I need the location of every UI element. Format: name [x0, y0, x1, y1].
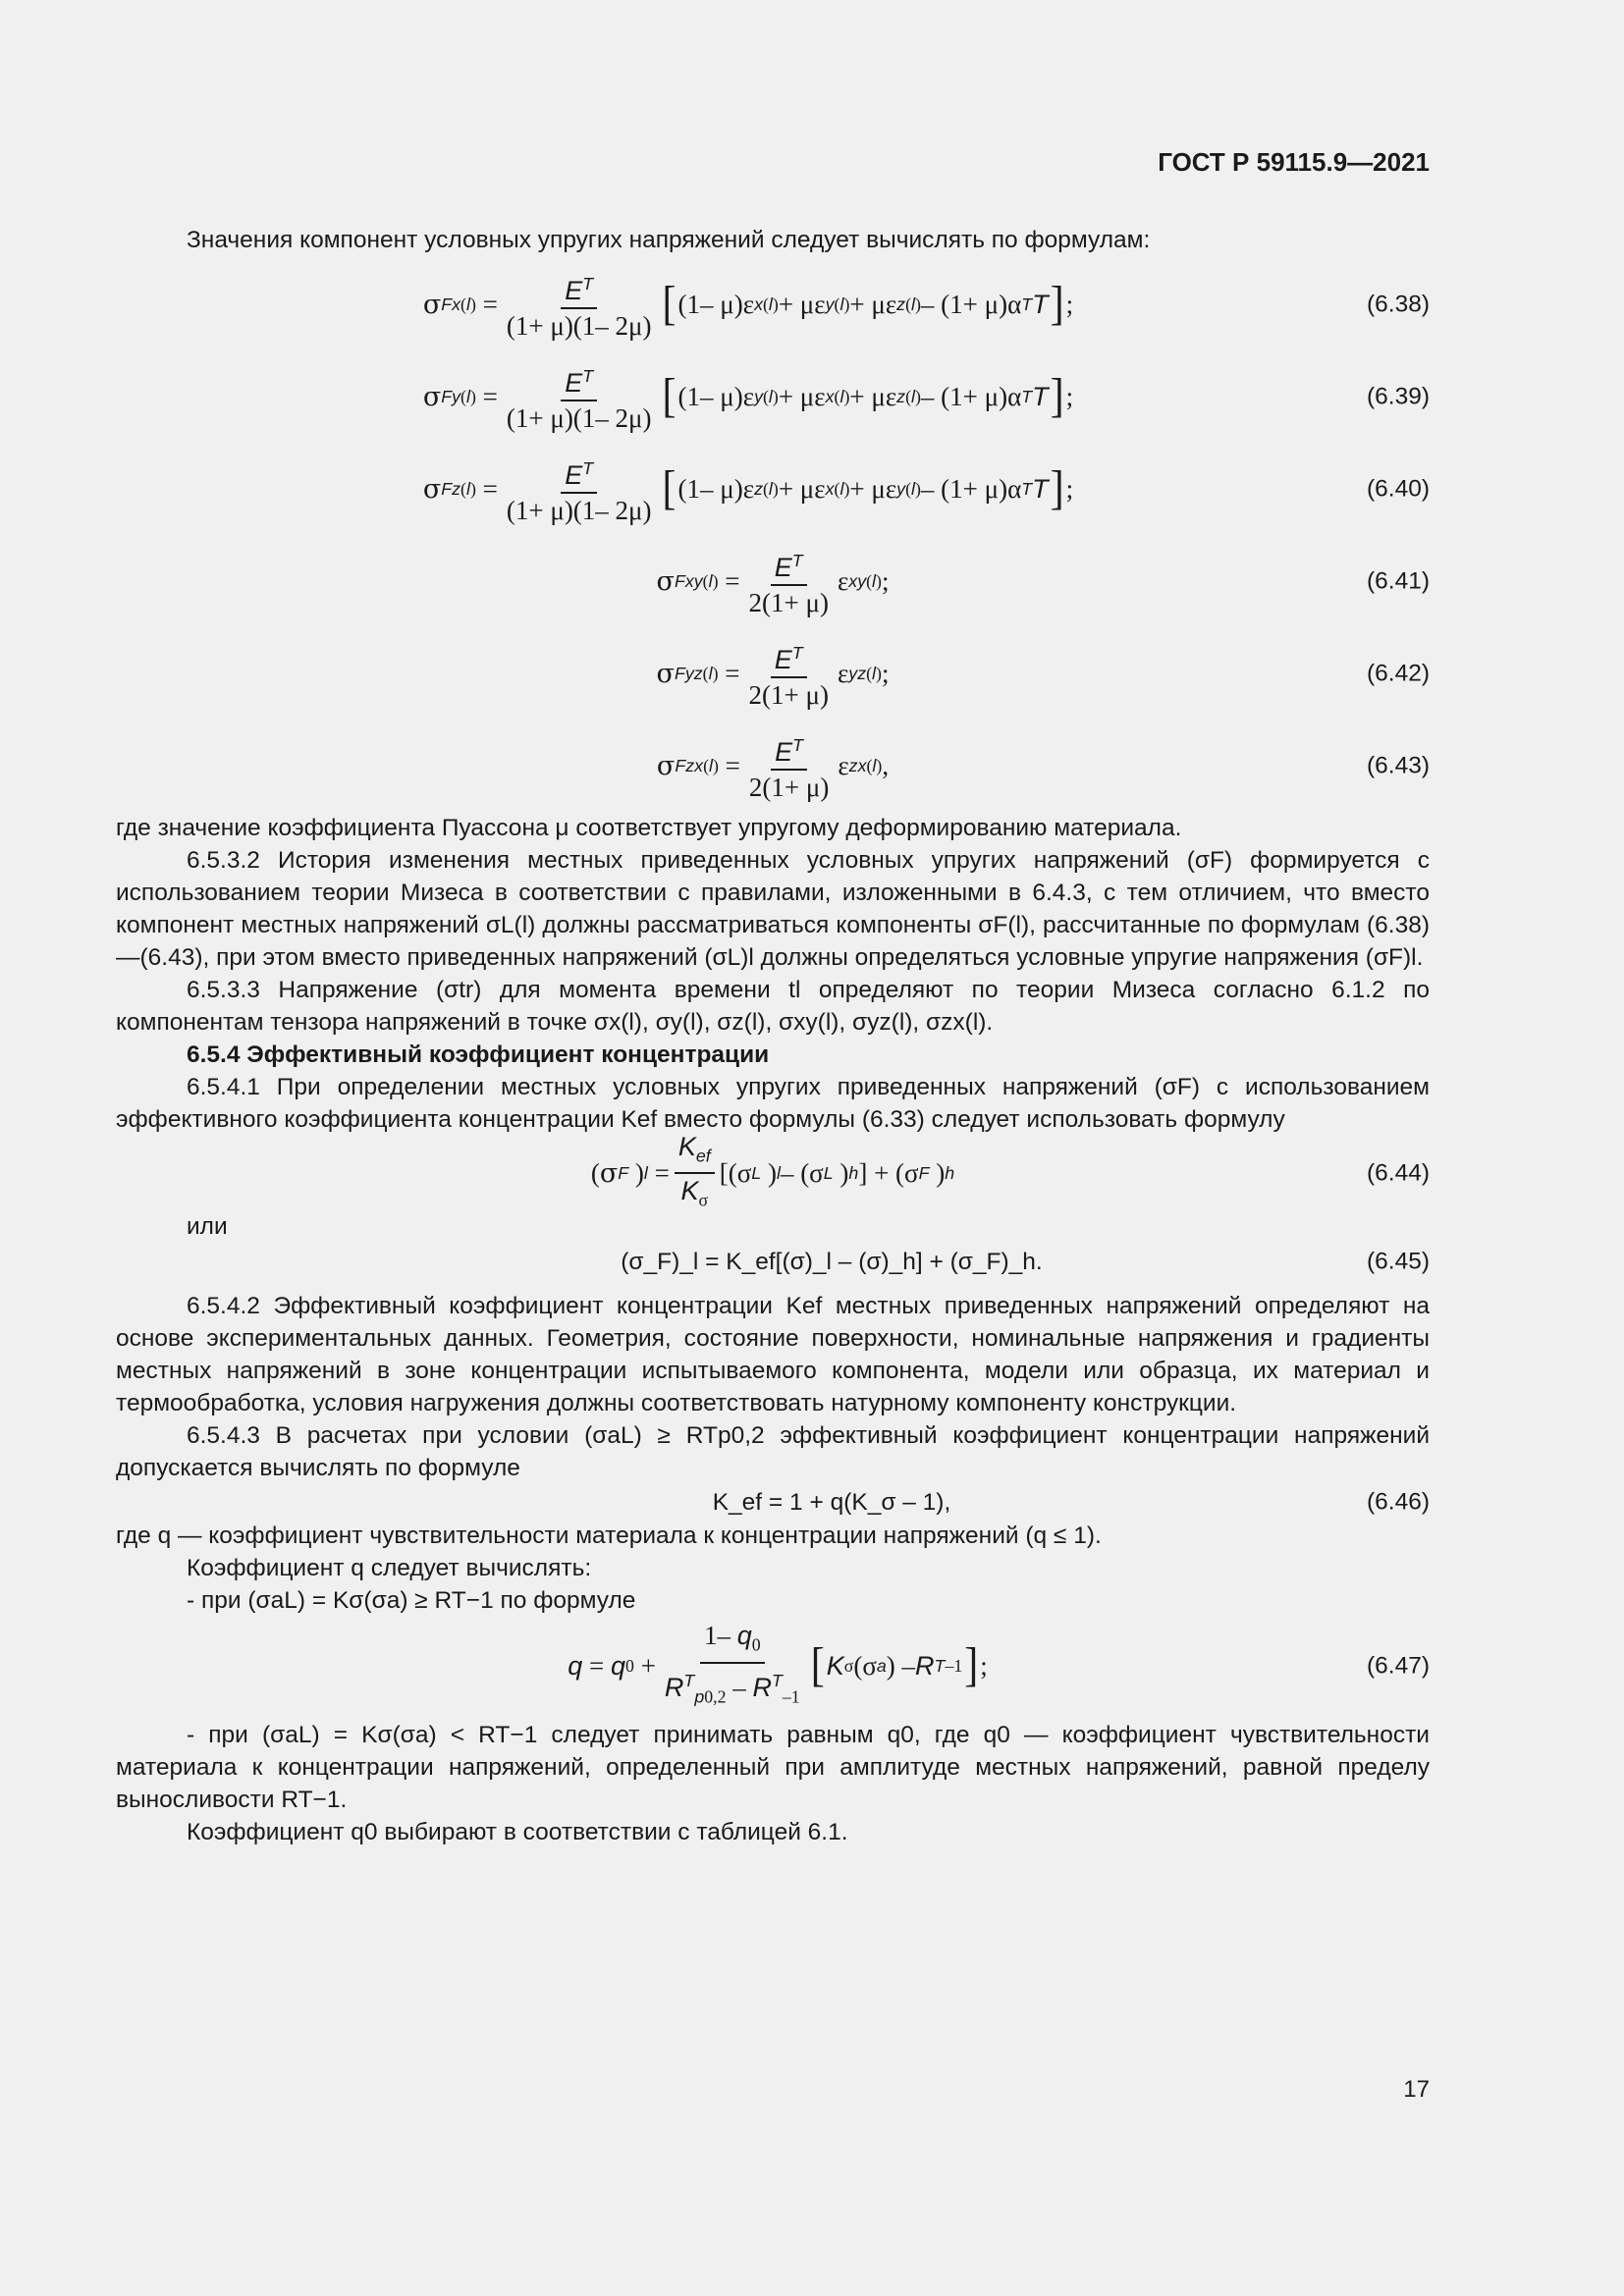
- intro-paragraph: Значения компонент условных упругих напряжений следует вычислять по формулам:: [187, 227, 1151, 253]
- formula-number: (6.38): [1366, 291, 1430, 318]
- case-1-text: - при (σaL) = Kσ(σa) ≥ RT−1 по формуле: [187, 1587, 636, 1614]
- page-number: 17: [1403, 2076, 1430, 2103]
- formula-6-46-text: K_ef = 1 + q(K_σ – 1),: [712, 1488, 951, 1516]
- or-text: или: [187, 1213, 228, 1240]
- formula-number: (6.47): [1366, 1652, 1430, 1680]
- q-calc-text: Коэффициент q следует вычислять:: [187, 1555, 592, 1581]
- formula-6-38: σ Fx(l) = $\frac{E^T}{(1+ \mu)(1- 2\mu)}$ [ (1– μ)ε x(l) + με y(l) + με z(l) – (1+ μ)α T T ] ; (6.38): [116, 258, 1430, 350]
- paragraph-6-5-4-2: 6.5.4.2 Эффективный коэффициент концентрации Kef местных приведенных напряжений определяют на основе экспериментальных данных. Геометрия, состояние поверхности, номинальные напряжения и градиенты местных напряжений в зоне концентрации испытываемого компонента, модели или образца, их материал и термообработка, условия нагружения должны соответствовать натурному компоненту конструкции.: [116, 1293, 1430, 1416]
- paragraph-6-5-4-1: 6.5.4.1 При определении местных условных упругих приведенных напряжений (σF) с использованием эффективного коэффициента концентрации Kef вместо формулы (6.33) следует использовать формулу: [116, 1074, 1430, 1133]
- formula-6-41: σ Fxy(l) = $\frac{E^T}{2(1+ \mu)}$ ε xy(l) ; (6.41): [116, 535, 1430, 627]
- formula-6-44: ( σ F ) l = $\frac{K_{ef}}{K_\sigma}$ [(σ L ) l – (σ L ) h ] + (σ F ) h (6.44): [590, 1131, 1430, 1210]
- formula-6-43: σ Fzx(l) = $\frac{E^T}{2(1+ \mu)}$ ε zx(l) , (6.43): [116, 720, 1430, 812]
- formula-6-47: q = q 0 + $\frac{1- q_0}{R^T_{p0,2} - R^T_{-1}}$ [ K σ (σ a ) – R T –1 ] ; (6.47): [568, 1621, 1430, 1706]
- formula-6-45-text: (σ_F)_l = K_ef[(σ)_l – (σ)_h] + (σ_F)_h.: [621, 1248, 1043, 1275]
- document-header: ГОСТ Р 59115.9—2021: [1158, 147, 1430, 177]
- formula-6-39: σ Fy(l) = $\frac{E^T}{(1+ \mu)(1- 2\mu)}$ [ (1– μ)ε y(l) + με x(l) + με z(l) – (1+ μ)α T T ] ; (6.39): [116, 350, 1430, 443]
- section-heading-6-5-4: 6.5.4 Эффективный коэффициент концентрации: [187, 1041, 770, 1068]
- paragraph-6-5-3-3: 6.5.3.3 Напряжение (σtr) для момента времени tl определяют по теории Мизеса согласно 6.1.2 по компонентам тензора напряжений в точке σx(l), σy(l), σz(l), σxy(l), σyz(l), σzx(l).: [116, 977, 1430, 1036]
- formula-number: (6.44): [1366, 1159, 1430, 1187]
- formula-6-45: [116, 1243, 1430, 1280]
- formula-number: (6.45): [1366, 1248, 1430, 1275]
- formula-6-46: [116, 1484, 1430, 1520]
- formula-number: (6.39): [1366, 383, 1430, 410]
- formula-number: (6.40): [1366, 475, 1430, 503]
- poisson-paragraph: где значение коэффициента Пуассона μ соответствует упругому деформированию материала.: [116, 815, 1182, 841]
- formula-6-42: σ Fyz(l) = $\frac{E^T}{2(1+ \mu)}$ ε yz(l) ; (6.42): [116, 627, 1430, 720]
- paragraph-6-5-3-2: 6.5.3.2 История изменения местных приведенных условных упругих напряжений (σF) формируется с использованием теории Мизеса в соответствии с правилами, изложенными в 6.4.3, с тем отличием, что вместо компонент местных напряжений σL(l) должны рассматриваться компоненты σF(l), рассчитанные по формулам (6.38)—(6.43), при этом вместо приведенных напряжений (σL)l должны определяться условные упругие напряжения (σF)l.: [116, 847, 1430, 971]
- formula-number: (6.42): [1366, 660, 1430, 687]
- formula-6-40: σ Fz(l) = $\frac{E^T}{(1+ \mu)(1- 2\mu)}$ [ (1– μ)ε z(l) + με x(l) + με y(l) – (1+ μ)α T T ] ; (6.40): [116, 443, 1430, 535]
- page-content: [116, 224, 1430, 1848]
- q-definition: где q — коэффициент чувствительности материала к концентрации напряжений (q ≤ 1).: [116, 1522, 1102, 1549]
- formula-number: (6.41): [1366, 567, 1430, 595]
- case-2-text: - при (σaL) = Kσ(σa) < RT−1 следует принимать равным q0, где q0 — коэффициент чувствительности материала к концентрации напряжений, определенный при амплитуде местных напряжений, равной пределу выносливости RT−1.: [116, 1722, 1430, 1813]
- q0-text: Коэффициент q0 выбирают в соответствии с таблицей 6.1.: [187, 1819, 848, 1845]
- formula-number: (6.46): [1366, 1488, 1430, 1516]
- paragraph-6-5-4-3: 6.5.4.3 В расчетах при условии (σaL) ≥ RTp0,2 эффективный коэффициент концентрации напряжений допускается вычислять по формуле: [116, 1422, 1430, 1481]
- formula-number: (6.43): [1366, 752, 1430, 779]
